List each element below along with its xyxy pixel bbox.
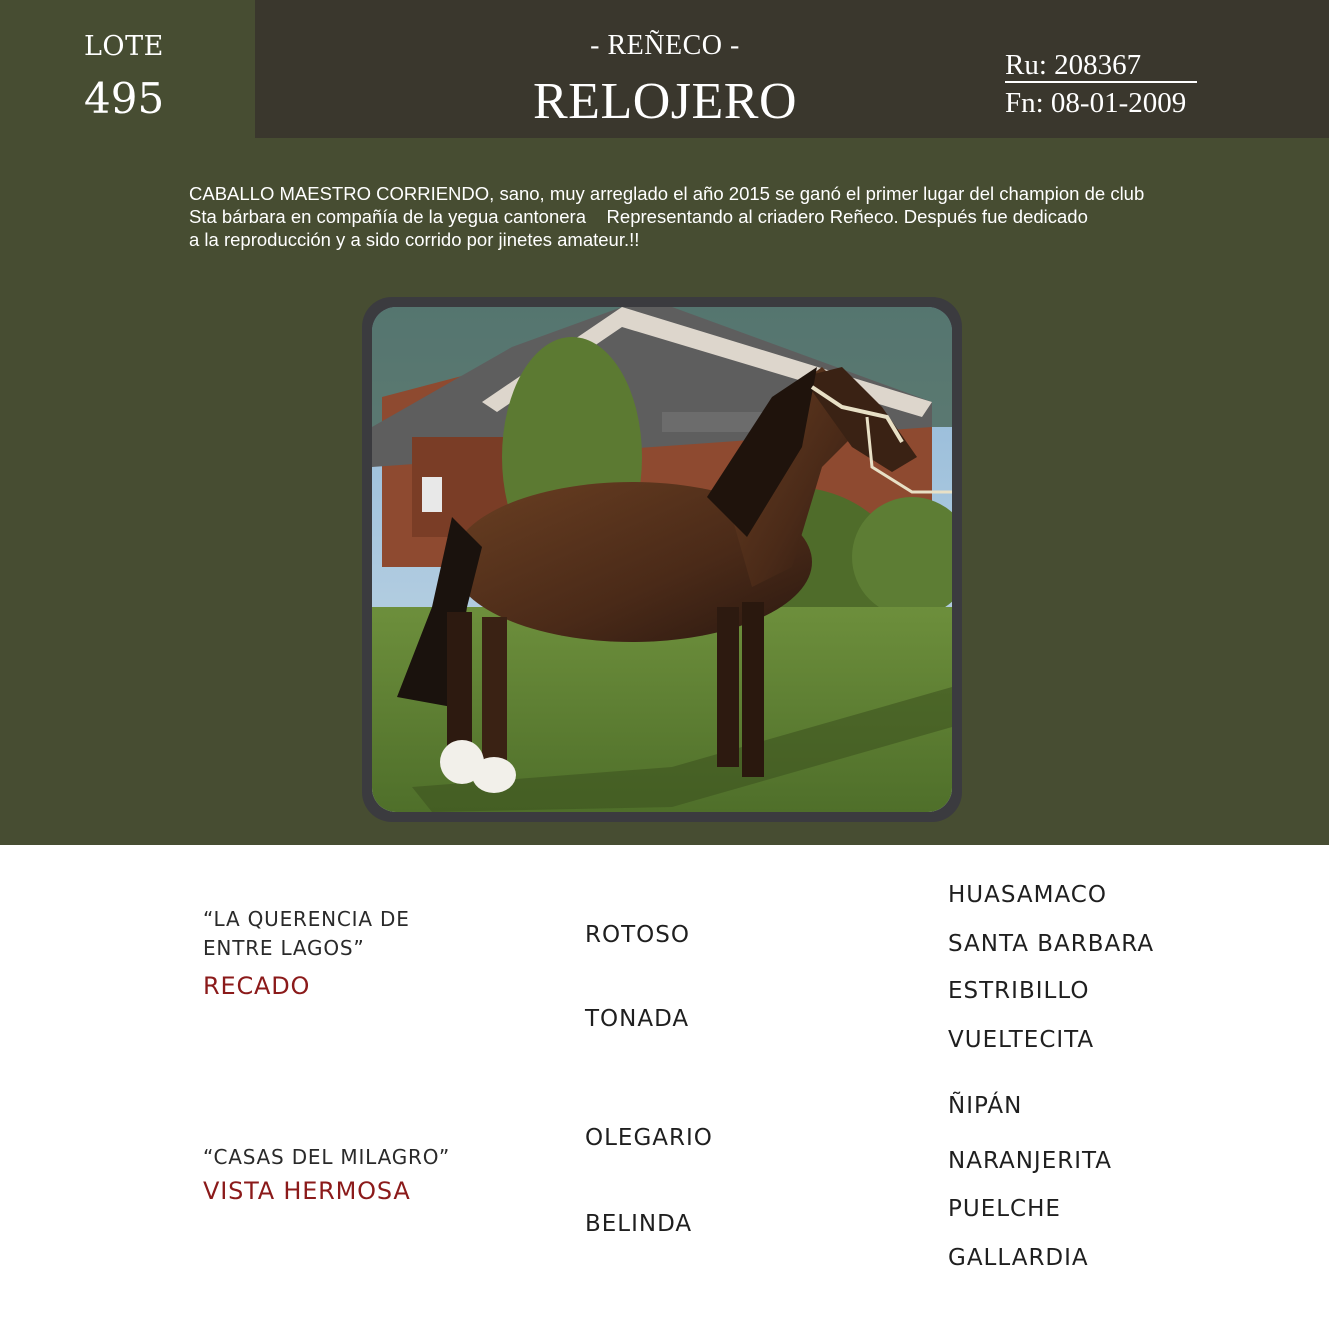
sire-father: ROTOSO <box>585 922 690 948</box>
dam-name: VISTA HERMOSA <box>203 1177 411 1205</box>
sire-origin: “LA QUERENCIA DE ENTRE LAGOS” <box>203 907 410 960</box>
horse-description: CABALLO MAESTRO CORRIENDO, sano, muy arreglado el año 2015 se ganó el primer lugar del champion de club Sta bárbara en compañía de la yegua cantonera Representando al criadero Reñeco. Después fue dedicado a la reproducción y a sido corrido por jinetes amateur.!! <box>189 183 1145 250</box>
sire-grandparent-2: SANTA BARBARA <box>948 931 1155 957</box>
sire-grandparent-4: VUELTECITA <box>948 1027 1095 1053</box>
dam-grandparent-2: NARANJERITA <box>948 1148 1113 1174</box>
dam-origin: “CASAS DEL MILAGRO” <box>203 1145 451 1169</box>
birth-date: Fn: 08-01-2009 <box>1005 87 1187 119</box>
registration-number: Ru: 208367 <box>1005 49 1197 83</box>
sire-grandparent-1: HUASAMACO <box>948 882 1107 908</box>
title-bar <box>255 0 1329 138</box>
dam-father: OLEGARIO <box>585 1125 713 1151</box>
sire-mother: TONADA <box>585 1006 690 1032</box>
lot-number: 495 <box>84 74 165 123</box>
dam-grandparent-3: PUELCHE <box>948 1196 1061 1222</box>
breeder-name: - REÑECO - <box>590 30 740 61</box>
lot-label: LOTE <box>84 31 164 62</box>
dam-grandparent-4: GALLARDIA <box>948 1245 1089 1271</box>
horse-photo <box>372 307 952 812</box>
dam-grandparent-1: ÑIPÁN <box>948 1093 1023 1119</box>
lot-box <box>0 0 255 138</box>
horse-name: RELOJERO <box>533 73 797 130</box>
sire-name: RECADO <box>203 972 311 1000</box>
dam-mother: BELINDA <box>585 1211 693 1237</box>
sire-grandparent-3: ESTRIBILLO <box>948 978 1090 1004</box>
